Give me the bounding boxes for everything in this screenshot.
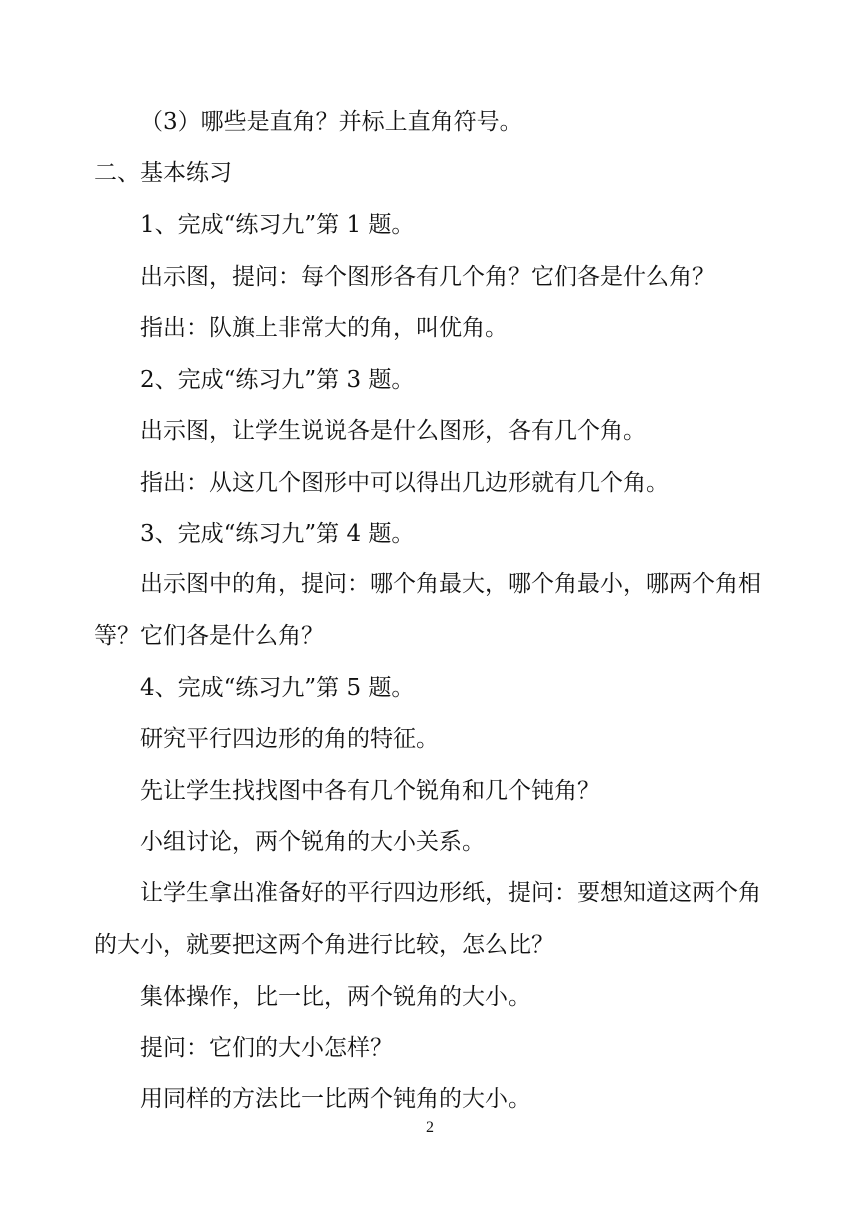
paragraph-line: 4、完成“练习九”第 5 题。 <box>140 675 415 701</box>
paragraph-line: 小组讨论，两个锐角的大小关系。 <box>140 829 485 855</box>
paragraph-line: 1、完成“练习九”第 1 题。 <box>140 212 415 238</box>
paragraph-line: 等？它们各是什么角？ <box>94 623 324 649</box>
paragraph-line: 指出：从这几个图形中可以得出几边形就有几个角。 <box>140 470 669 496</box>
section-heading: 二、基本练习 <box>94 160 232 186</box>
paragraph-line: 2、完成“练习九”第 3 题。 <box>140 367 415 393</box>
paragraph-line: 让学生拿出准备好的平行四边形纸，提问：要想知道这两个角 <box>140 880 761 906</box>
paragraph-line: 的大小，就要把这两个角进行比较，怎么比？ <box>94 932 554 958</box>
paragraph-line: 出示图，提问：每个图形各有几个角？它们各是什么角？ <box>140 264 715 290</box>
page-number: 2 <box>426 1119 434 1136</box>
paragraph-line: （3）哪些是直角？并标上直角符号。 <box>140 109 523 135</box>
paragraph-line: 指出：队旗上非常大的角，叫优角。 <box>140 315 508 341</box>
paragraph-line: 提问：它们的大小怎样？ <box>140 1035 393 1061</box>
paragraph-line: 出示图，让学生说说各是什么图形，各有几个角。 <box>140 418 646 444</box>
paragraph-line: 用同样的方法比一比两个钝角的大小。 <box>140 1086 531 1112</box>
paragraph-line: 出示图中的角，提问：哪个角最大，哪个角最小，哪两个角相 <box>140 571 761 597</box>
paragraph-line: 研究平行四边形的角的特征。 <box>140 726 439 752</box>
paragraph-line: 集体操作，比一比，两个锐角的大小。 <box>140 984 531 1010</box>
paragraph-line: 3、完成“练习九”第 4 题。 <box>140 521 415 547</box>
paragraph-line: 先让学生找找图中各有几个锐角和几个钝角？ <box>140 778 600 804</box>
